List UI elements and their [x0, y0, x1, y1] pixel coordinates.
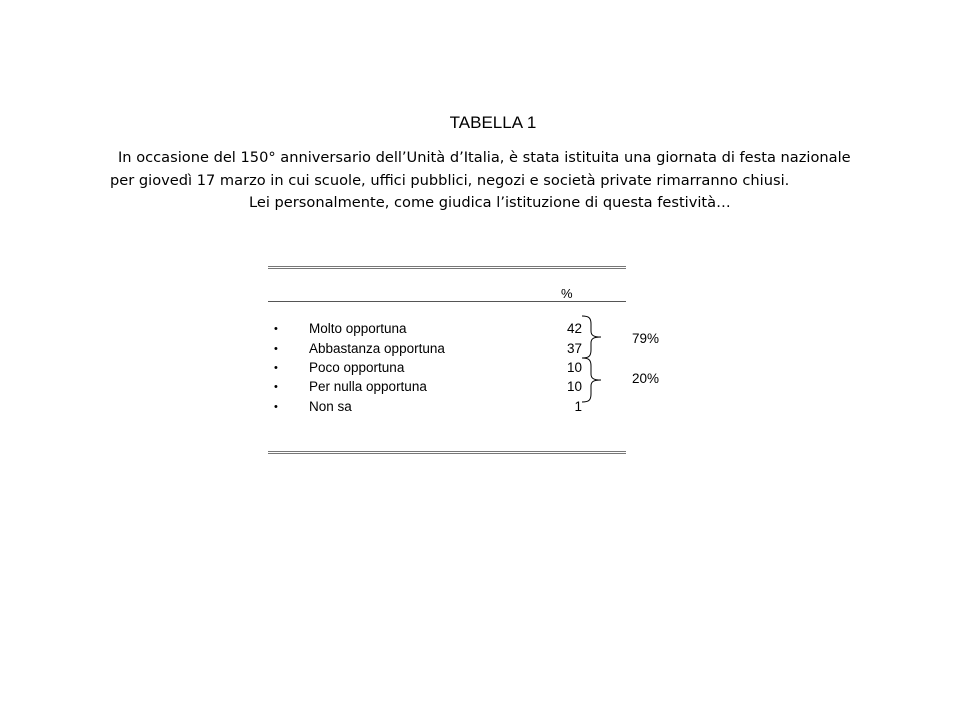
- table-row: [268, 339, 588, 359]
- row-label: Non sa: [309, 399, 352, 414]
- bullet-icon: •: [274, 381, 278, 393]
- row-value: 1: [574, 399, 582, 414]
- bullet-icon: •: [274, 401, 278, 413]
- row-label: Poco opportuna: [309, 360, 405, 375]
- row-label: Per nulla opportuna: [309, 379, 427, 394]
- question-line-1: In occasione del 150° anniversario dell’Unità d’Italia, è stata istituita una giornata di festa nazionale: [118, 149, 851, 166]
- brace-icon: [580, 357, 604, 403]
- row-label: Abbastanza opportuna: [309, 341, 445, 356]
- group-total-favorable: 79%: [632, 331, 660, 346]
- table-row: [268, 377, 588, 397]
- brace-icon: [580, 315, 604, 359]
- row-value: 10: [566, 379, 582, 394]
- table-row: [268, 319, 588, 339]
- header-rule: [268, 301, 626, 302]
- table-title: TABELLA 1: [449, 113, 537, 132]
- table-bottom-rule: [268, 451, 626, 454]
- row-value: 42: [566, 321, 582, 336]
- bullet-icon: •: [274, 362, 278, 374]
- group-total-unfavorable: 20%: [632, 371, 660, 386]
- table-row: [268, 358, 588, 378]
- question-line-3: Lei personalmente, come giudica l’istituzione di questa festività…: [249, 194, 731, 211]
- question-line-2: per giovedì 17 marzo in cui scuole, uffici pubblici, negozi e società private rimarranno chiusi.: [110, 172, 790, 189]
- bullet-icon: •: [274, 323, 278, 335]
- percent-column-header: %: [561, 286, 573, 301]
- row-label: Molto opportuna: [309, 321, 407, 336]
- row-value: 37: [566, 341, 582, 356]
- table-row: [268, 397, 588, 417]
- table-top-rule: [268, 266, 626, 269]
- bullet-icon: •: [274, 343, 278, 355]
- row-value: 10: [566, 360, 582, 375]
